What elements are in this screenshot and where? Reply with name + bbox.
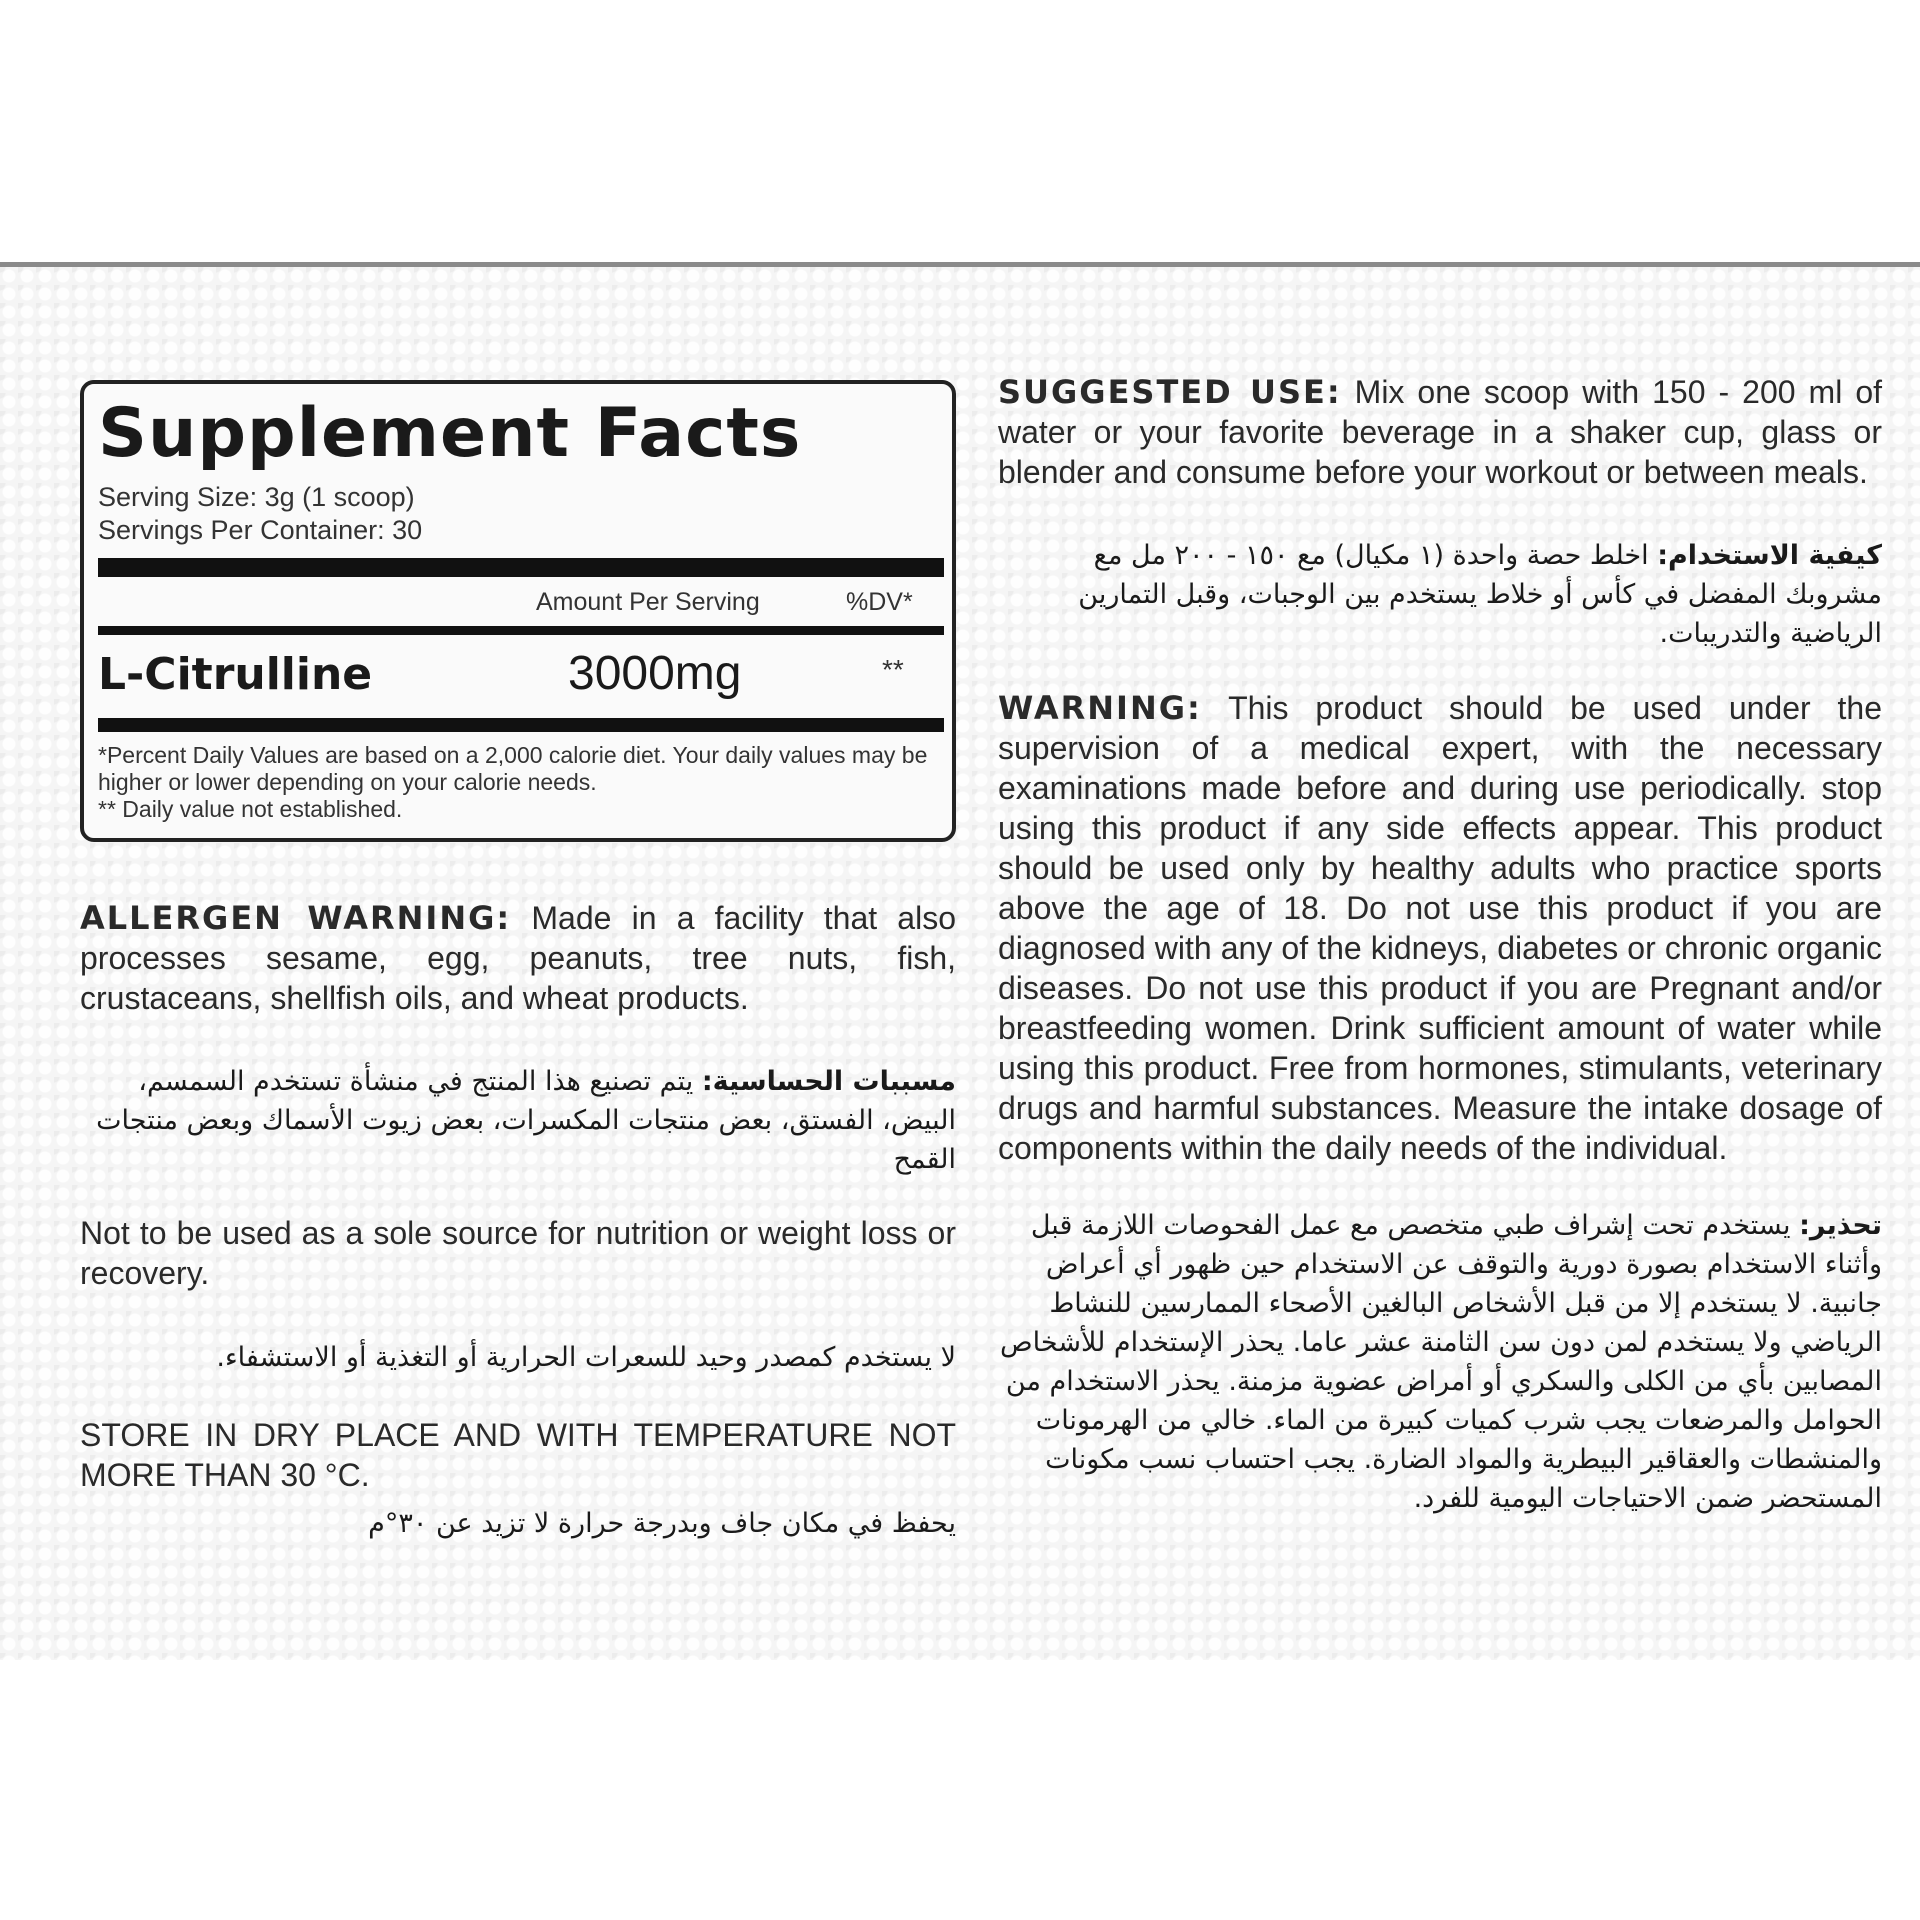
warning-arabic [998, 1206, 1882, 1518]
suggested-use [998, 372, 1882, 492]
nutrient-name: L-Citrulline [98, 649, 373, 700]
warning-arabic-heading: تحذير: [1799, 1210, 1882, 1241]
dv-header: %DV* [846, 588, 913, 616]
thick-rule [98, 558, 944, 577]
supplement-facts-panel [80, 380, 956, 842]
allergen-text: Made in a facility that also processes sesame, egg, peanuts, tree nuts, fish, crustaceans, shellfish oils, and wheat products. [80, 900, 957, 1016]
warning [998, 688, 1882, 1168]
allergen-arabic-text: يتم تصنيع هذا المنتج في منشأة تستخدم السمسم، البيض، الفستق، بعض منتجات المكسرات، بعض زيوت الأسماك وبعض منتجات القمح [96, 1066, 956, 1175]
facts-title: Supplement Facts [98, 394, 802, 473]
suggested-use-arabic-text: اخلط حصة واحدة (١ مكيال) مع ١٥٠ - ٢٠٠ مل مع مشروبك المفضل في كأس أو خلاط يستخدم بين الوجبات، وقبل التمارين الرياضية والتدريبات. [1078, 540, 1882, 649]
nutrient-amount: 3000mg [568, 647, 742, 700]
servings-per-container: Servings Per Container: 30 [98, 515, 423, 545]
storage-arabic: يحفظ في مكان جاف وبدرجة حرارة لا تزيد عن ٣٠°م [368, 1508, 956, 1539]
warning-heading: WARNING: [998, 689, 1202, 727]
amount-per-serving-header: Amount Per Serving [536, 588, 760, 616]
sole-source-notice: Not to be used as a sole source for nutrition or weight loss or recovery. [80, 1215, 956, 1291]
suggested-use-text: Mix one scoop with 150 - 200 ml of water or your favorite beverage in a shaker cup, glass or blender and consume before your workout or between meals. [998, 374, 1882, 490]
serving-size: Serving Size: 3g (1 scoop) [98, 482, 415, 512]
suggested-use-arabic [998, 536, 1882, 653]
warning-text: This product should be used under the supervision of a medical expert, with the necessary examinations made before and during use periodically. stop using this product if any side effects appear. This product should be used only by healthy adults who practice sports above the age of 18. Do not use this product if you are diagnosed with any of the kidneys, diabetes or chronic organic diseases. Do not use this product if you are Pregnant and/or breastfeeding women. Drink sufficient amount of water while using this product. Free from hormones, stimulants, veterinary drugs and harmful substances. Measure the intake dosage of components within the daily needs of the individual. [998, 690, 1883, 1166]
footnote-dv: *Percent Daily Values are based on a 2,000 calorie diet. Your daily values may be higher or lower depending on your calorie needs. [98, 742, 928, 795]
thick-rule-bottom [98, 718, 944, 732]
suggested-use-arabic-heading: كيفية الاستخدام: [1657, 540, 1882, 571]
sole-source-arabic: لا يستخدم كمصدر وحيد للسعرات الحرارية أو التغذية أو الاستشفاء. [216, 1342, 956, 1373]
nutrient-dv: ** [882, 654, 904, 685]
allergen-heading: ALLERGEN WARNING: [80, 899, 512, 937]
footnote-not-established: ** Daily value not established. [98, 796, 403, 822]
allergen-arabic [80, 1062, 956, 1179]
allergen-arabic-heading: مسببات الحساسية: [701, 1066, 956, 1097]
storage-notice: STORE IN DRY PLACE AND WITH TEMPERATURE NOT MORE THAN 30 °C. [80, 1417, 956, 1493]
allergen-warning [80, 898, 956, 1018]
warning-arabic-text: يستخدم تحت إشراف طبي متخصص مع عمل الفحوصات اللازمة قبل وأثناء الاستخدام بصورة دورية والتوقف عن الاستخدام حين ظهور أي أعراض جانبية. لا يستخدم إلا من قبل الأشخاص البالغين الأصحاء الممارسين للنشاط الرياضي ولا يستخدم لمن دون سن الثامنة عشر عاما. يحذر الإستخدام للأشخاص المصابين بأي من الكلى والسكري أو أمراض عضوية مزمنة. يحذر الاستخدام من الحوامل والمرضعات يجب شرب كميات كبيرة من الماء. خالي من الهرمونات والمنشطات والعقاقير البيطرية والمواد الضارة. يجب احتساب نسب مكونات المستحضر ضمن الاحتياجات اليومية للفرد. [1000, 1210, 1882, 1514]
suggested-use-heading: SUGGESTED USE: [998, 373, 1342, 411]
medium-rule [98, 626, 944, 635]
